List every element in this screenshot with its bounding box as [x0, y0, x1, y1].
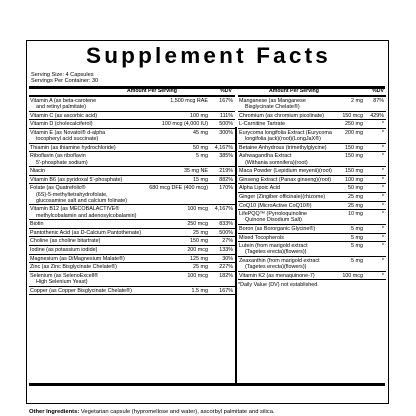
other-ingredients: [29, 409, 275, 415]
nutrient-name: Mixed Tocopherols: [239, 234, 284, 241]
nutrient-name: Ginseng Extract (Panax ginseng)(root): [239, 176, 331, 183]
amount-value: 15 mg: [193, 176, 208, 183]
nutrient-name: Vitamin A (as beta-carotene: [30, 98, 97, 104]
column-separator: [235, 127, 237, 385]
nutrient-row: [29, 220, 235, 229]
amount-value: 5 mg: [351, 243, 363, 250]
nutrient-name-line-2: Quinone Disodium Salt): [245, 217, 302, 224]
amount-value: 100 mcg: [187, 206, 208, 213]
nutrient-row: [29, 112, 235, 121]
nutrient-name: Biotin: [30, 221, 44, 228]
nutrient-row: [29, 229, 235, 238]
nutrient-row: [238, 272, 386, 281]
nutrient-name: CoQ10 (MicroActive CoQ10®): [239, 202, 312, 209]
nutrient-row: [29, 205, 235, 220]
dv-value: 167%: [219, 287, 233, 294]
dv-value: 227%: [219, 264, 233, 271]
dv-value: *: [381, 243, 384, 250]
nutrient-name-line-2: and retinyl palmitate): [36, 104, 87, 111]
nutrient-row: [29, 152, 235, 167]
nutrient-row: [238, 152, 386, 167]
nutrient-row: [29, 97, 235, 112]
nutrient-name: Ashwagandha Extract: [239, 153, 292, 160]
dv-value: *: [381, 168, 384, 175]
dv-value: *: [381, 121, 384, 128]
nutrient-row: [29, 246, 235, 255]
nutrient-name-line-2: (Tagetes erecta)(flowers)): [245, 264, 307, 271]
nutrient-row: [29, 263, 235, 272]
nutrient-name-line-2: longifolia jack)(root)(LongJaX®): [245, 136, 321, 143]
nutrient-row: [238, 97, 386, 112]
nutrient-name-line-2: 5'-phosphate sodium): [36, 159, 88, 166]
left-nutrient-list: [29, 97, 235, 295]
amount-value: 5 mg: [351, 257, 363, 264]
dv-value: *: [381, 211, 384, 218]
dv-header: %DV: [372, 88, 384, 94]
amount-header: Amount Per Serving: [269, 88, 319, 94]
dv-value: 133%: [219, 246, 233, 253]
dv-value: 500%: [219, 121, 233, 128]
dv-value: 4,167%: [214, 144, 233, 151]
amount-value: 5 mg: [351, 234, 363, 241]
dv-value: 500%: [219, 229, 233, 236]
dv-value: *: [381, 225, 384, 232]
bottom-divider: [29, 383, 385, 386]
amount-value: 100 mg: [345, 176, 363, 183]
nutrient-row: [29, 255, 235, 264]
dv-header: %DV: [220, 88, 232, 94]
amount-header: Amount Per Serving: [127, 88, 177, 94]
amount-value: 150 mg: [345, 168, 363, 175]
dv-value: *: [381, 202, 384, 209]
nutrient-row: [238, 193, 386, 202]
dv-value: 27%: [222, 238, 233, 245]
other-ingredients-text: Vegetarian capsule (hypromellose and water), ascorbyl palmitate and silica.: [80, 409, 275, 415]
amount-value: 125 mg: [190, 255, 208, 262]
amount-value: 250 mg: [345, 121, 363, 128]
amount-value: 25 mg: [348, 193, 363, 200]
dv-footnote: *Daily Value (DV) not established.: [238, 282, 319, 289]
amount-value: 50 mg: [348, 185, 363, 192]
nutrient-row: [238, 202, 386, 211]
nutrient-name: Selenium (as SelenoExcell®: [30, 272, 99, 279]
amount-value: 25 mg: [348, 202, 363, 209]
nutrient-name: Boron (as Bororganic Glycine®): [239, 225, 316, 232]
amount-value: 5 mg: [196, 153, 208, 160]
nutrient-row: [29, 287, 235, 296]
servings-per-container: Servings Per Container: 30: [31, 78, 99, 84]
nutrient-row: [29, 272, 235, 287]
amount-value: 200 mcg: [187, 246, 208, 253]
left-column: [29, 88, 235, 295]
nutrient-name: Ginger (Zingiber officinale)(rhizome): [239, 193, 326, 200]
left-column-header: [29, 88, 235, 97]
nutrient-row: [238, 234, 386, 243]
amount-value: 45 mg: [193, 129, 208, 136]
dv-value: 882%: [219, 176, 233, 183]
nutrient-name: Niacin: [30, 168, 45, 175]
nutrient-row: [238, 184, 386, 193]
dv-value: 182%: [219, 272, 233, 279]
nutrient-name: Zinc (as Zinc Bisglycinate Chelate®): [30, 264, 117, 271]
dv-value: 300%: [219, 129, 233, 136]
serving-size: Serving Size: 4 Capsules: [31, 72, 94, 78]
amount-value: 25 mg: [193, 229, 208, 236]
nutrient-row: [29, 176, 235, 185]
panel-title: Supplement Facts: [86, 43, 331, 68]
amount-value: 1,500 mcg RAE: [170, 98, 208, 104]
nutrient-name: Maca Powder (Lepidium meyenii)(root): [239, 168, 332, 175]
amount-value: 680 mcg DFE (400 mcg): [149, 185, 208, 192]
amount-value: 10 mg: [348, 211, 363, 218]
nutrient-name: Vitamin E (as Novatol® d-alpha: [30, 129, 106, 136]
dv-value: *: [381, 129, 384, 136]
dv-value: *: [381, 144, 384, 151]
nutrient-name-line-2: methylcobalamin and adenosylcobalamin): [36, 212, 137, 219]
dv-value: 111%: [220, 112, 233, 119]
other-ingredients-label: Other Ingredients:: [29, 409, 80, 415]
nutrient-row: [29, 184, 235, 205]
amount-value: 25 mg: [193, 264, 208, 271]
nutrient-name-line-3: glucosamine salt and calcium folinate): [36, 197, 128, 204]
right-column: [238, 88, 386, 288]
nutrient-name-line-2: tocopheryl acid succinate): [36, 136, 99, 143]
amount-value: 100 mg: [190, 112, 208, 119]
nutrient-name-line-2: (Tagetes erecta)(flowers)): [245, 249, 307, 256]
amount-value: 100 mcg: [187, 272, 208, 279]
nutrient-name: Chromium (as chromium picolinate): [239, 112, 325, 119]
nutrient-name: Vitamin C (as ascorbic acid): [30, 112, 98, 119]
dv-value: 219%: [219, 168, 233, 175]
nutrient-name: Zeaxanthin (from marigold extract: [239, 257, 320, 264]
dv-value: 30%: [222, 255, 233, 262]
nutrient-name: Manganese (as Manganese: [239, 98, 306, 104]
amount-value: 100 mcg: [342, 272, 363, 279]
dv-value: 833%: [219, 221, 233, 228]
nutrient-name: L-Carnitine Tartrate: [239, 121, 286, 128]
amount-value: 150 mcg: [342, 112, 363, 119]
nutrient-row: [238, 120, 386, 129]
nutrient-row: [238, 129, 386, 144]
nutrient-row: [238, 112, 386, 121]
amount-value: 5 mg: [351, 225, 363, 232]
nutrient-name: Vitamin K2 (as menaquinone-7): [239, 272, 315, 279]
nutrient-name: Vitamin B12 (as MECOBALACTIVE®: [30, 206, 120, 213]
amount-value: 35 mg NE: [184, 168, 208, 175]
dv-value: 385%: [219, 153, 233, 160]
nutrient-row: [238, 257, 386, 272]
nutrient-row: [238, 210, 386, 225]
nutrient-name: Alpha Lipoic Acid: [239, 185, 281, 192]
supplement-facts-panel: [26, 40, 389, 404]
amount-value: 1.5 mg: [191, 287, 208, 294]
dv-value: *: [381, 257, 384, 264]
right-nutrient-list: [238, 97, 386, 280]
nutrient-name: Magnesium (as DiMagnesium Malate®): [30, 255, 125, 262]
nutrient-name: Pantothenic Acid (as D-Calcium Pantothenate): [30, 229, 142, 236]
nutrient-name: Lutein (from marigold extract: [239, 243, 308, 250]
amount-value: 100 mcg (4,000 IU): [161, 121, 208, 128]
nutrient-name: Choline (as choline bitartrate): [30, 238, 101, 245]
nutrient-name: Betaine Anhydrous (trimethylglycine): [239, 144, 327, 151]
dv-value: *: [381, 234, 384, 241]
dv-value: 4,167%: [214, 206, 233, 213]
nutrient-row: [29, 129, 235, 144]
amount-value: 150 mg: [345, 144, 363, 151]
right-column-header: [238, 88, 386, 97]
dv-value: *: [381, 153, 384, 160]
nutrient-row: [29, 237, 235, 246]
amount-value: 2 mg: [351, 98, 363, 104]
nutrient-row: [238, 176, 386, 185]
dv-value: 87%: [373, 98, 384, 104]
nutrient-name: Vitamin D (cholecalciferol): [30, 121, 93, 128]
amount-value: 150 mg: [345, 153, 363, 160]
nutrient-name: Eurycoma longifolia Extract (Eurycoma: [239, 129, 332, 136]
amount-value: 150 mg: [190, 238, 208, 245]
nutrient-name-line-2: High Selenium Yeast): [36, 278, 88, 285]
nutrient-name: LifePQQ™ (Pyrroloquinoline: [239, 211, 308, 218]
dv-value: 167%: [219, 98, 233, 104]
dv-value: *: [381, 193, 384, 200]
dv-value: *: [381, 176, 384, 183]
nutrient-name: Riboflavin (as riboflavin: [30, 153, 86, 160]
amount-value: 50 mg: [193, 144, 208, 151]
nutrient-name: Vitamin B6 (as pyridoxal 5'-phosphate): [30, 176, 123, 183]
nutrient-name: Thiamin (as thiamine hydrochloride): [30, 144, 116, 151]
dv-value: 429%: [370, 112, 384, 119]
nutrient-name-line-2: Bisglycinate Chelate®): [245, 104, 300, 111]
nutrient-row: [29, 167, 235, 176]
dv-value: *: [381, 185, 384, 192]
dv-value: *: [381, 272, 384, 279]
nutrient-row: [238, 167, 386, 176]
amount-value: 200 mg: [345, 129, 363, 136]
nutrient-name: Iodine (as potassium iodide): [30, 246, 98, 253]
nutrient-row: [238, 144, 386, 153]
nutrient-name: Copper (as Copper Bisglycinate Chelate®): [30, 287, 132, 294]
nutrient-name: Folate (as Quatrefolic®: [30, 185, 86, 192]
nutrient-row: [29, 120, 235, 129]
dv-value: 170%: [219, 185, 233, 192]
nutrient-row: [238, 225, 386, 234]
amount-value: 250 mcg: [187, 221, 208, 228]
nutrient-name-line-2: (6S)-5-methyltetrahydrofolate,: [36, 191, 108, 198]
nutrient-name-line-2: (Withania somnifera)(root): [245, 159, 308, 166]
nutrient-row: [238, 242, 386, 257]
nutrient-row: [29, 144, 235, 153]
